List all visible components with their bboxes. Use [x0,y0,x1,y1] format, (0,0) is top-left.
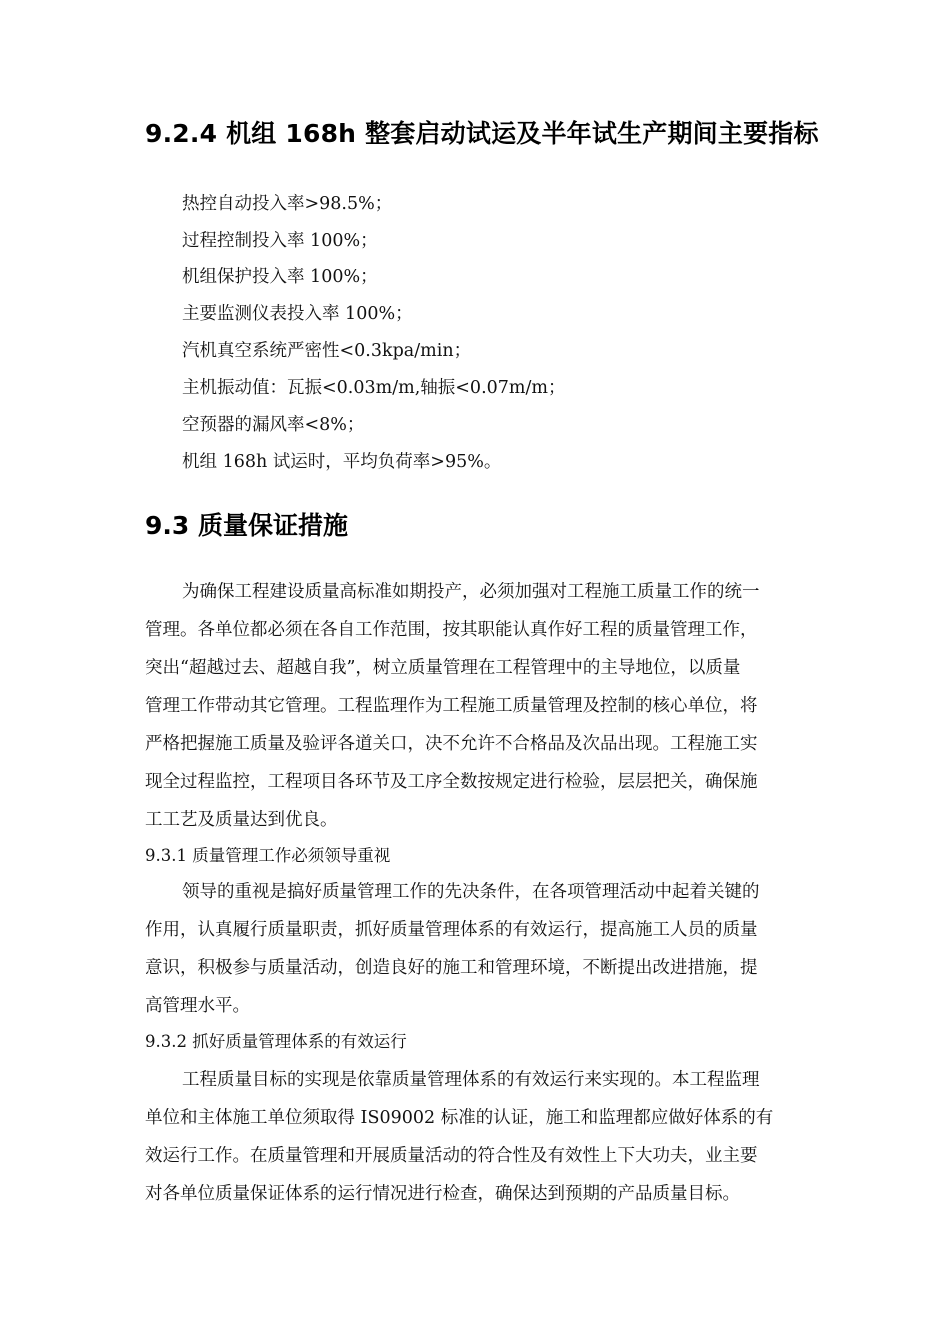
paragraph-line: 意识，积极参与质量活动，创造良好的施工和管理环境，不断提出改进措施，提 [145,958,758,978]
indicator-item: 主机振动值：瓦振<0.03m/m,轴振<0.07m/m； [182,378,566,398]
indicator-item: 机组 168h 试运时，平均负荷率>95%。 [182,452,502,472]
paragraph-line: 高管理水平。 [145,996,250,1016]
indicator-item: 热控自动投入率>98.5%； [182,194,393,214]
indicator-item: 汽机真空系统严密性<0.3kpa/min； [182,341,472,361]
paragraph-line: 突出“超越过去、超越自我”，树立质量管理在工程管理中的主导地位，以质量 [145,658,741,678]
section-heading-9-3: 9.3 质量保证措施 [145,511,348,540]
paragraph-line: 为确保工程建设质量高标准如期投产，必须加强对工程施工质量工作的统一 [182,582,760,602]
indicator-item: 空预器的漏风率<8%； [182,415,365,435]
paragraph-line: 管理。各单位都必须在各自工作范围，按其职能认真作好工程的质量管理工作， [145,620,758,640]
paragraph-line: 单位和主体施工单位须取得 IS09002 标准的认证，施工和监理都应做好体系的有 [145,1108,774,1128]
paragraph-line: 工工艺及质量达到优良。 [145,810,338,830]
paragraph-line: 严格把握施工质量及验评各道关口，决不允许不合格品及次品出现。工程施工实 [145,734,758,754]
paragraph-line: 对各单位质量保证体系的运行情况进行检查，确保达到预期的产品质量目标。 [145,1184,740,1204]
indicator-item: 主要监测仪表投入率 100%； [182,304,413,324]
paragraph-line: 管理工作带动其它管理。工程监理作为工程施工质量管理及控制的核心单位，将 [145,696,758,716]
paragraph-line: 作用，认真履行质量职责，抓好质量管理体系的有效运行，提高施工人员的质量 [145,920,758,940]
paragraph-line: 领导的重视是搞好质量管理工作的先决条件，在各项管理活动中起着关键的 [182,882,760,902]
indicator-item: 过程控制投入率 100%； [182,231,378,251]
paragraph-line: 工程质量目标的实现是依靠质量管理体系的有效运行来实现的。本工程监理 [182,1070,760,1090]
paragraph-line: 效运行工作。在质量管理和开展质量活动的符合性及有效性上下大功夫，业主要 [145,1146,758,1166]
indicator-item: 机组保护投入率 100%； [182,267,378,287]
paragraph-line: 现全过程监控，工程项目各环节及工序全数按规定进行检验，层层把关，确保施 [145,772,758,792]
subsection-heading-9-3-1: 9.3.1 质量管理工作必须领导重视 [145,846,391,865]
subsection-heading-9-3-2: 9.3.2 抓好质量管理体系的有效运行 [145,1032,407,1051]
section-heading-9-2-4: 9.2.4 机组 168h 整套启动试运及半年试生产期间主要指标 [145,119,819,148]
